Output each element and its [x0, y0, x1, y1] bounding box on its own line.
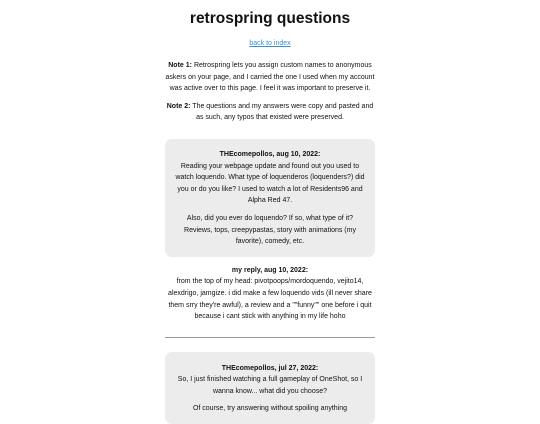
entry-divider — [165, 337, 375, 338]
note-2-text: The questions and my answers were copy and pasted and as such, any typos that existed were preserved. — [192, 102, 374, 122]
question-card-2 — [165, 352, 375, 424]
reply-1-text: from the top of my head: pivotpoops/mordoquendo, vejito14, alexdrigo, jamgize. i did make a few loquendo vids (ill never share them srry they're awful), a review and a ""funny"" one before i quit because i cant stick with anything in my life hoho — [168, 278, 372, 321]
question-1-header: THEcomepollos, aug 10, 2022: — [219, 150, 321, 158]
note-2-label: Note 2: — [166, 102, 191, 110]
question-card-1 — [165, 139, 375, 257]
reply-1-header: my reply, aug 10, 2022: — [231, 266, 309, 274]
back-to-index-link[interactable]: back to index — [249, 40, 291, 47]
note-2 — [165, 101, 375, 124]
note-1-text: Retrospring lets you assign custom names to anonymous askers on your page, and I carried the one I used when my account was active over to this page. I feel it was important to preserve it. — [165, 62, 375, 93]
question-1-paragraph-2: Also, did you ever do loquendo? If so, what type of it? Reviews, tops, creepypastas, story with animations (my favorite), comedy, etc. — [184, 214, 356, 246]
question-2-paragraph-1: So, I just finished watching a full gameplay of OneShot, so I wanna know... what did you choose? — [177, 376, 363, 395]
question-1-paragraph-1: Reading your webpage update and found out you used to watch loquendo. What type of loquenderos (loquenders?) did you or do you like? I used to watch a lot of Residents96 and Alpha Red 47. — [175, 162, 365, 205]
question-2-paragraph-2: Of course, try answering without spoiling anything — [192, 405, 348, 413]
note-1 — [165, 60, 375, 95]
note-1-label: Note 1: — [168, 62, 192, 69]
question-2-header: THEcomepollos, jul 27, 2022: — [221, 364, 319, 372]
reply-1 — [165, 265, 375, 323]
page-title: retrospring questions — [189, 10, 351, 27]
